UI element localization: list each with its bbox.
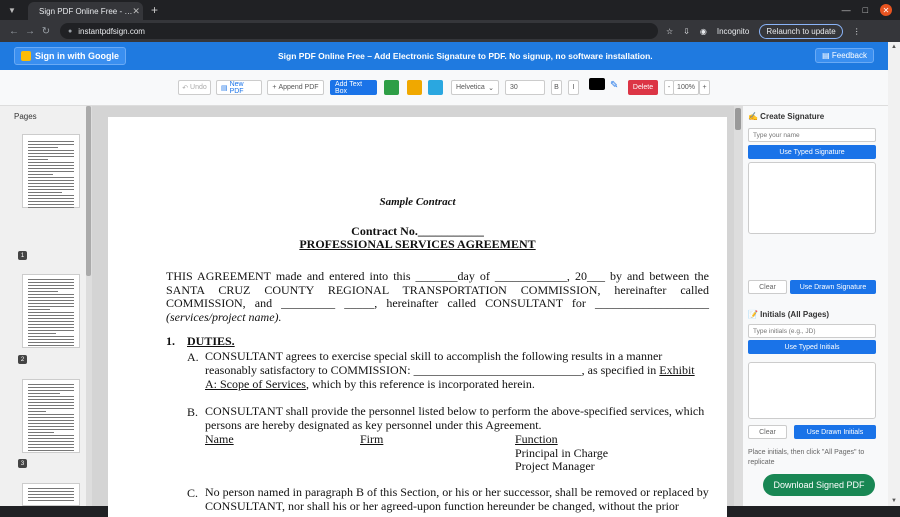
role-project-manager: Project Manager [515,459,595,473]
file-icon: ▤ [221,84,230,92]
editor-toolbar [0,70,888,106]
page-thumbnail-3[interactable] [22,379,80,453]
paragraph-b-line-2: persons are hereby designated as key personnel under this Agreement. [205,418,542,432]
forward-icon[interactable]: → [25,25,35,37]
role-principal: Principal in Charge [515,446,609,460]
window-controls [842,4,892,16]
zoom-level: 100% [673,80,699,95]
page-number-2: 2 [18,355,27,364]
tab-title: Sign PDF Online Free - … [39,6,133,16]
eyedropper-icon[interactable]: ✎ [610,80,619,91]
back-icon[interactable]: ← [9,25,19,37]
paragraph-a-line-2-text: reasonably satisfactory to COMMISSION: ____________________________, as specified in [205,363,657,377]
delete-button[interactable]: Delete [628,80,658,95]
initials-draw-canvas[interactable] [748,362,876,419]
incognito-icon: ◉ [699,26,707,36]
font-size-input[interactable]: 30 [505,80,545,95]
paragraph-b-line-1: CONSULTANT shall provide the personnel listed below to perform the above-specified services, which [205,404,705,418]
page-thumbnail-4[interactable] [22,483,80,506]
pages-label: Pages [14,112,37,121]
clear-signature-button[interactable]: Clear [748,280,787,294]
page-thumbnails-panel [0,106,92,506]
thumbnails-scrollbar[interactable] [86,106,91,506]
use-typed-initials-button[interactable]: Use Typed Initials [748,340,876,354]
signature-name-input[interactable] [748,128,876,142]
document-scrollbar[interactable] [734,106,742,506]
document-title: Sample Contract [379,196,456,208]
section-heading-duties: DUTIES. [187,334,235,348]
page-number-3: 3 [18,459,27,468]
color-picker[interactable] [589,78,605,90]
paragraph-c-line-1: No person named in paragraph B of this Section, or his or her successor, shall be removed or replaced by [205,485,709,499]
tab-search-icon[interactable]: ▼ [8,5,16,15]
undo-icon: ↶ [182,84,191,92]
chat-icon: ▤ [822,51,832,60]
page-thumbnail-1[interactable] [22,134,80,208]
sign-tool-icon[interactable] [384,80,399,95]
plus-icon: + [272,84,279,91]
column-firm: Firm [360,432,384,446]
feedback-button[interactable] [815,48,874,63]
zoom-out-button[interactable]: - [664,80,674,95]
initials-input[interactable] [748,324,876,338]
add-text-box-button[interactable]: Add Text Box [330,80,377,95]
browser-tab[interactable] [28,2,143,20]
create-signature-heading: ✍️ Create Signature [748,112,825,121]
menu-icon[interactable]: ⋮ [852,26,861,36]
pen-tool-icon[interactable] [407,80,422,95]
zoom-in-button[interactable]: + [699,80,710,95]
undo-label: Undo [190,84,207,91]
site-info-icon[interactable]: ● [68,27,73,35]
exhibit-link-part-1: Exhibit [659,363,695,377]
italic-button[interactable]: I [568,80,579,95]
paragraph-c-line-2: CONSULTANT, nor shall his or her agreed-upon function hereunder be changed, without the prior [205,499,679,513]
document-viewer [92,106,742,513]
download-icon[interactable]: ⇩ [683,26,690,36]
download-signed-pdf-button[interactable]: Download Signed PDF [763,474,875,496]
page [0,42,888,513]
append-pdf-label: Append PDF [278,84,319,91]
paragraph-a-line-1: CONSULTANT agrees to exercise special skill to accomplish the following results in a manner [205,349,663,363]
paragraph-a-line-2 [205,364,695,378]
document-scroll-thumb[interactable] [735,108,741,130]
paragraph-letter-b: B. [187,405,199,419]
initials-hint: Place initials, then click "All Pages" to replicate [748,449,865,466]
bookmark-star-icon[interactable]: ☆ [666,26,674,36]
use-drawn-initials-button[interactable]: Use Drawn Initials [794,425,876,439]
signature-draw-canvas[interactable] [748,162,876,234]
browser-tab-bar [0,0,900,20]
contract-number: Contract No.___________ [351,224,484,238]
new-tab-icon[interactable]: + [151,3,159,17]
section-number: 1. [166,334,175,348]
exhibit-link-part-2: A: Scope of Services [205,377,306,391]
new-pdf-label: New PDF [229,80,244,95]
bold-button[interactable]: B [551,80,562,95]
new-pdf-button[interactable] [216,80,262,95]
append-pdf-button[interactable] [267,80,324,95]
incognito-label: Incognito [716,26,750,36]
thumbnails-scroll-thumb[interactable] [86,106,91,276]
font-name: Helvetica [456,84,485,91]
sign-in-google-button[interactable] [14,47,126,65]
pdf-page[interactable] [108,117,727,517]
paragraph-letter-c: C. [187,486,199,500]
undo-button[interactable] [178,80,211,95]
use-drawn-signature-button[interactable]: Use Drawn Signature [790,280,876,294]
agreement-heading: PROFESSIONAL SERVICES AGREEMENT [299,237,536,251]
url-bar[interactable] [60,23,658,39]
clear-initials-button[interactable]: Clear [748,425,787,439]
url-text: instantpdfsign.com [78,26,145,36]
paragraph-letter-a: A. [187,350,199,364]
agreement-text: THIS AGREEMENT made and entered into this _______day of ____________, 20___ by and between the SANTA CRUZ COUNTY REGIONAL TRANSPORTATION COMMISSION, hereinafter called COMMISSION, and _________ _____, hereinafter called CONSULTANT for ___________________ [166,269,709,310]
column-function: Function [515,432,558,446]
relaunch-button[interactable]: Relaunch to update [759,24,842,39]
google-icon [21,51,31,61]
window-close-icon[interactable]: ✕ [880,4,892,16]
signature-panel [742,106,888,506]
highlight-tool-icon[interactable] [428,80,443,95]
initials-heading: 📝 Initials (All Pages) [748,310,830,319]
sign-in-label: Sign in with Google [35,51,119,61]
font-select[interactable] [451,80,499,95]
address-bar-row [0,20,900,42]
agreement-services-note: (services/project name). [166,309,282,324]
maximize-icon[interactable]: □ [862,5,868,15]
use-typed-signature-button[interactable]: Use Typed Signature [748,145,876,159]
scroll-up-icon[interactable]: ▲ [891,44,897,50]
paragraph-a-line-3-text: , which by this reference is incorporated herein. [305,377,535,391]
feedback-label: Feedback [831,51,867,60]
agreement-paragraph [166,270,709,324]
page-scrollbar[interactable] [888,42,900,506]
scroll-down-icon[interactable]: ▼ [891,498,897,504]
column-name: Name [205,432,234,446]
page-number-1: 1 [18,251,27,260]
paragraph-a-line-3 [205,378,535,392]
page-thumbnail-2[interactable] [22,274,80,348]
banner-title: Sign PDF Online Free – Add Electronic Signature to PDF. No signup, no software installation. [278,51,653,61]
minimize-icon[interactable]: — [841,5,851,15]
close-tab-icon[interactable]: ✕ [132,5,140,16]
top-banner [0,42,888,70]
reload-icon[interactable]: ↻ [41,25,51,37]
chevron-down-icon: ⌄ [488,84,494,92]
